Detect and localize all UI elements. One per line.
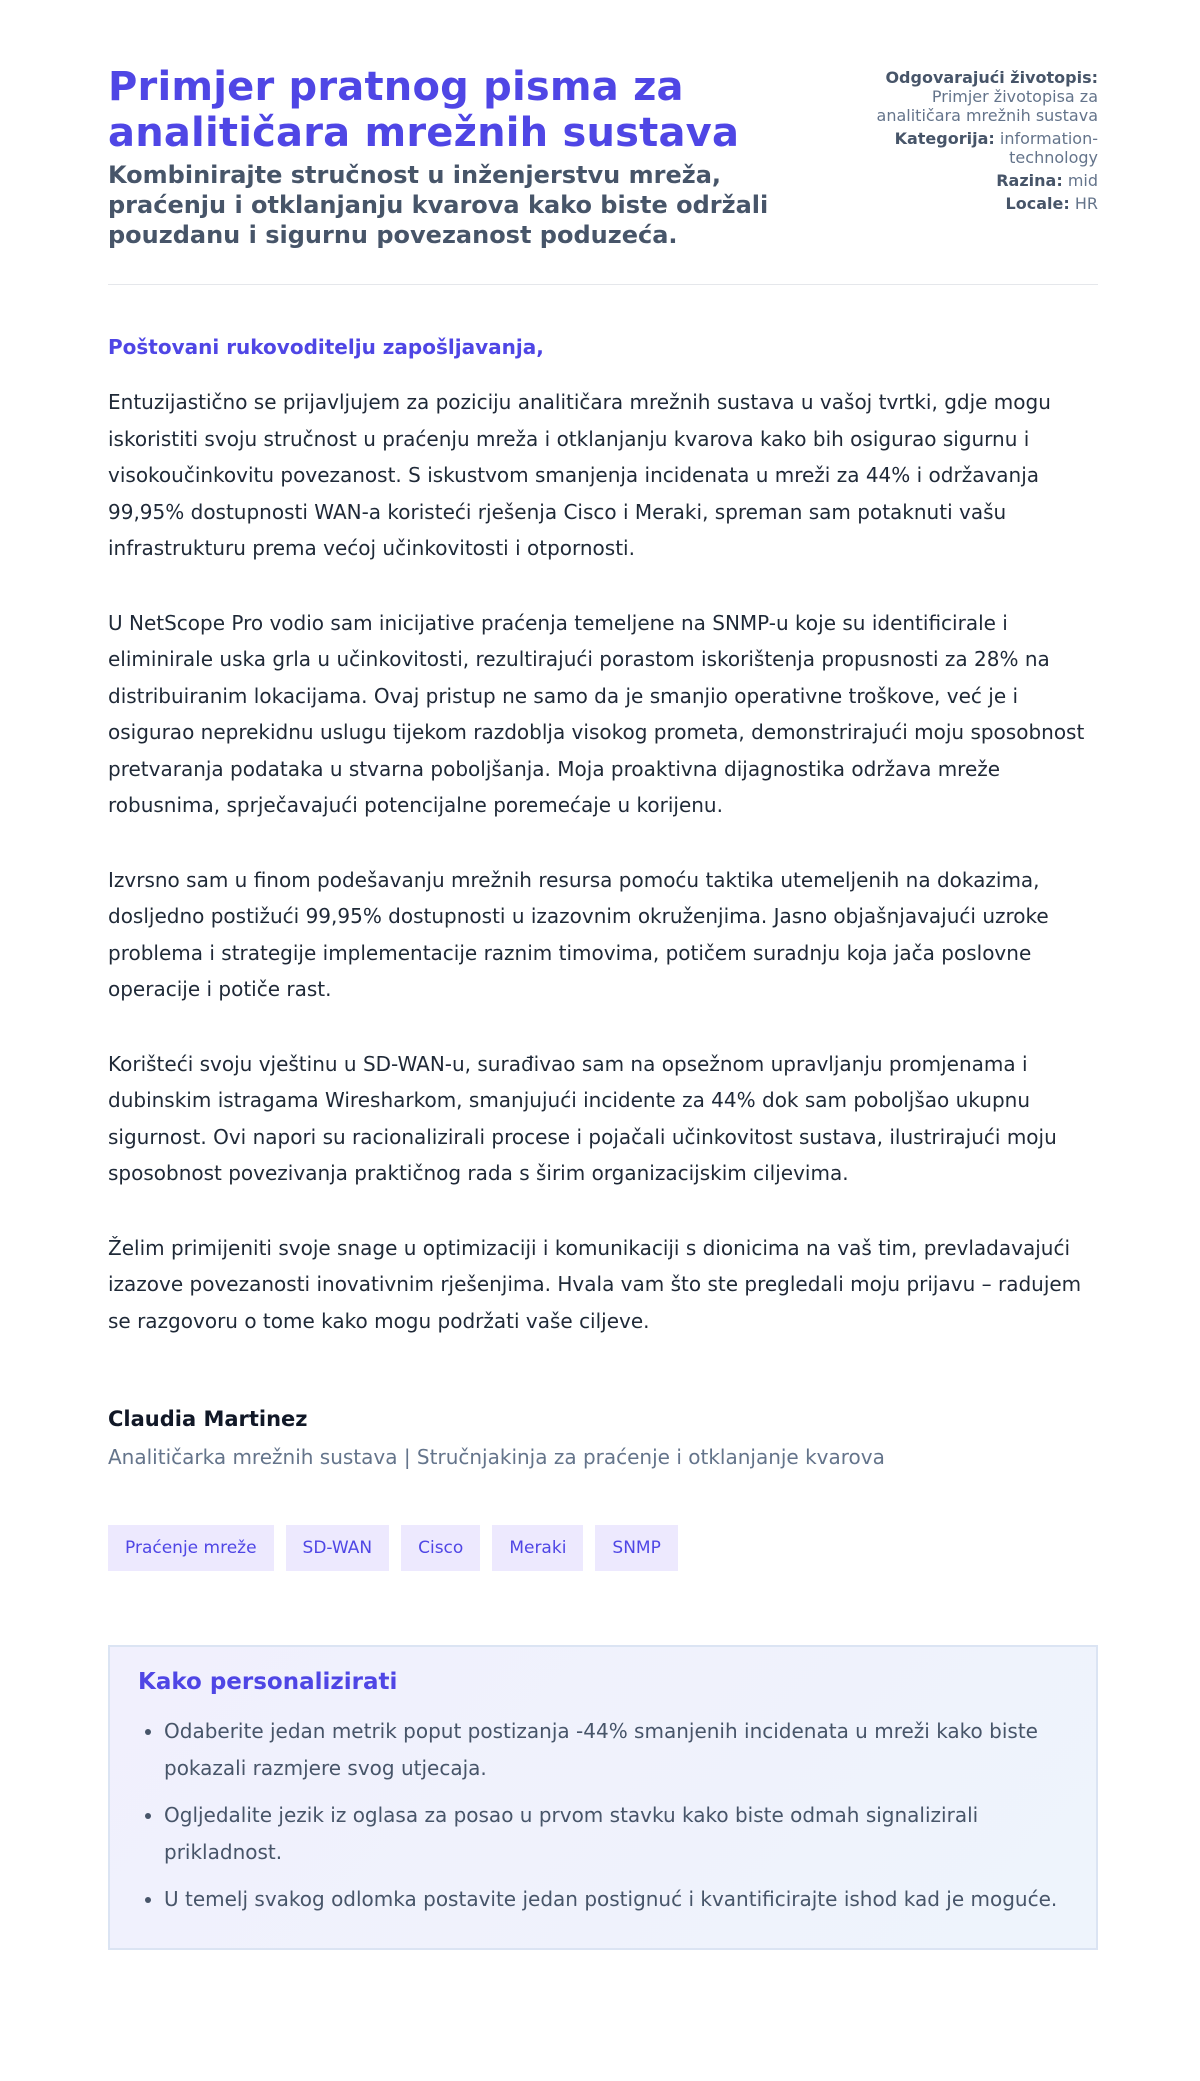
page-subtitle: Kombinirajte stručnost u inženjerstvu mreža, praćenju i otklanjanju kvarova kako biste održali pouzdanu i sigurnu povezanost poduzeća. xyxy=(108,161,769,249)
meta-level xyxy=(848,171,1098,190)
meta-resume xyxy=(848,68,1098,125)
meta-category xyxy=(848,129,1098,167)
letter-salutation: Poštovani rukovoditelju zapošljavanja, xyxy=(108,335,544,359)
meta-resume-label: Odgovarajući životopis: xyxy=(885,68,1098,87)
header-text xyxy=(108,64,838,250)
signature-name: Claudia Martinez xyxy=(108,1407,308,1431)
letter-paragraph: Entuzijastično se prijavljujem za poziciju analitičara mrežnih sustava u vašoj tvrtki, gdje mogu iskoristiti svoju stručnost u praćenju mreža i otklanjanju kvarova kako bih osigurao sigurnu i visokoučinkovitu povezanost. S iskustvom smanjenja incidenata u mreži za 44% i održavanja 99,95% dostupnosti WAN-a koristeći rješenja Cisco i Meraki, spreman sam potaknuti vašu infrastrukturu prema većoj učinkovitosti i otpornosti. xyxy=(108,390,1051,560)
tips-list xyxy=(138,1713,1068,1918)
page-header xyxy=(108,64,1098,285)
skill-tag: Cisco xyxy=(401,1525,480,1571)
meta-resume-value: Primjer životopisa za analitičara mrežnih sustava xyxy=(876,87,1098,125)
meta-locale-value: HR xyxy=(1074,194,1098,213)
skill-tags xyxy=(108,1525,1098,1571)
meta-category-value: information-technology xyxy=(999,129,1098,167)
skill-tag: SNMP xyxy=(595,1525,677,1571)
personalization-tips xyxy=(108,1645,1098,1950)
meta-locale xyxy=(848,194,1098,213)
meta-level-label: Razina: xyxy=(996,171,1063,190)
signature-title: Analitičarka mrežnih sustava | Stručnjakinja za praćenje i otklanjanje kvarova xyxy=(108,1445,885,1469)
letter-paragraph: U NetScope Pro vodio sam inicijative praćenja temeljene na SNMP-u koje su identificirale i eliminirale uska grla u učinkovitosti, rezultirajući porastom iskorištenja propusnosti za 28% na distribuiranim lokacijama. Ovaj pristup ne samo da je smanjio operativne troškove, već je i osigurao neprekidnu uslugu tijekom razdoblja visokog prometa, demonstrirajući moju sposobnost pretvaranja podataka u stvarna poboljšanja. Moja proaktivna dijagnostika održava mreže robusnima, sprječavajući potencijalne poremećaje u korijenu. xyxy=(108,610,1085,817)
meta-panel xyxy=(848,64,1098,217)
page-title: Primjer pratnog pisma za analitičara mrežnih sustava xyxy=(108,64,740,156)
letter-paragraph: Želim primijeniti svoje snage u optimizaciji i komunikaciji s dionicima na vaš tim, prevladavajući izazove povezanosti inovativnim rješenjima. Hvala vam što ste pregledali moju prijavu – radujem se razgovoru o tome kako mogu podržati vaše ciljeve. xyxy=(108,1235,1082,1333)
skill-tag: SD-WAN xyxy=(286,1525,390,1571)
meta-locale-label: Locale: xyxy=(1005,194,1070,213)
tip-item: • U temelj svakog odlomka postavite jedan postignuć i kvantificirajte ishod kad je moguće. xyxy=(164,1881,1068,1918)
meta-level-value: mid xyxy=(1067,171,1098,190)
skill-tag: Praćenje mreže xyxy=(108,1525,274,1571)
letter-paragraph: Korišteći svoju vještinu u SD-WAN-u, surađivao sam na opsežnom upravljanju promjenama i dubinskim istragama Wiresharkom, smanjujući incidente za 44% dok sam poboljšao ukupnu sigurnost. Ovi napori su racionalizirali procese i pojačali učinkovitost sustava, ilustrirajući moju sposobnost povezivanja praktičnog rada s širim organizacijskim ciljevima. xyxy=(108,1051,1057,1185)
tip-item: • Odaberite jedan metrik poput postizanja -44% smanjenih incidenata u mreži kako biste pokazali razmjere svog utjecaja. xyxy=(164,1713,1068,1787)
meta-category-label: Kategorija: xyxy=(894,129,995,148)
skill-tag: Meraki xyxy=(492,1525,583,1571)
tips-title: Kako personalizirati xyxy=(138,1669,398,1695)
tip-item: • Ogljedalite jezik iz oglasa za posao u prvom stavku kako biste odmah signalizirali prikladnost. xyxy=(164,1797,1068,1871)
letter-paragraph: Izvrsno sam u finom podešavanju mrežnih resursa pomoću taktika utemeljenih na dokazima, dosljedno postižući 99,95% dostupnosti u izazovnim okruženjima. Jasno objašnjavajući uzroke problema i strategije implementacije raznim timovima, potičem suradnju koja jača poslovne operacije i potiče rast. xyxy=(108,867,1049,1001)
cover-letter-page xyxy=(108,0,1098,1950)
